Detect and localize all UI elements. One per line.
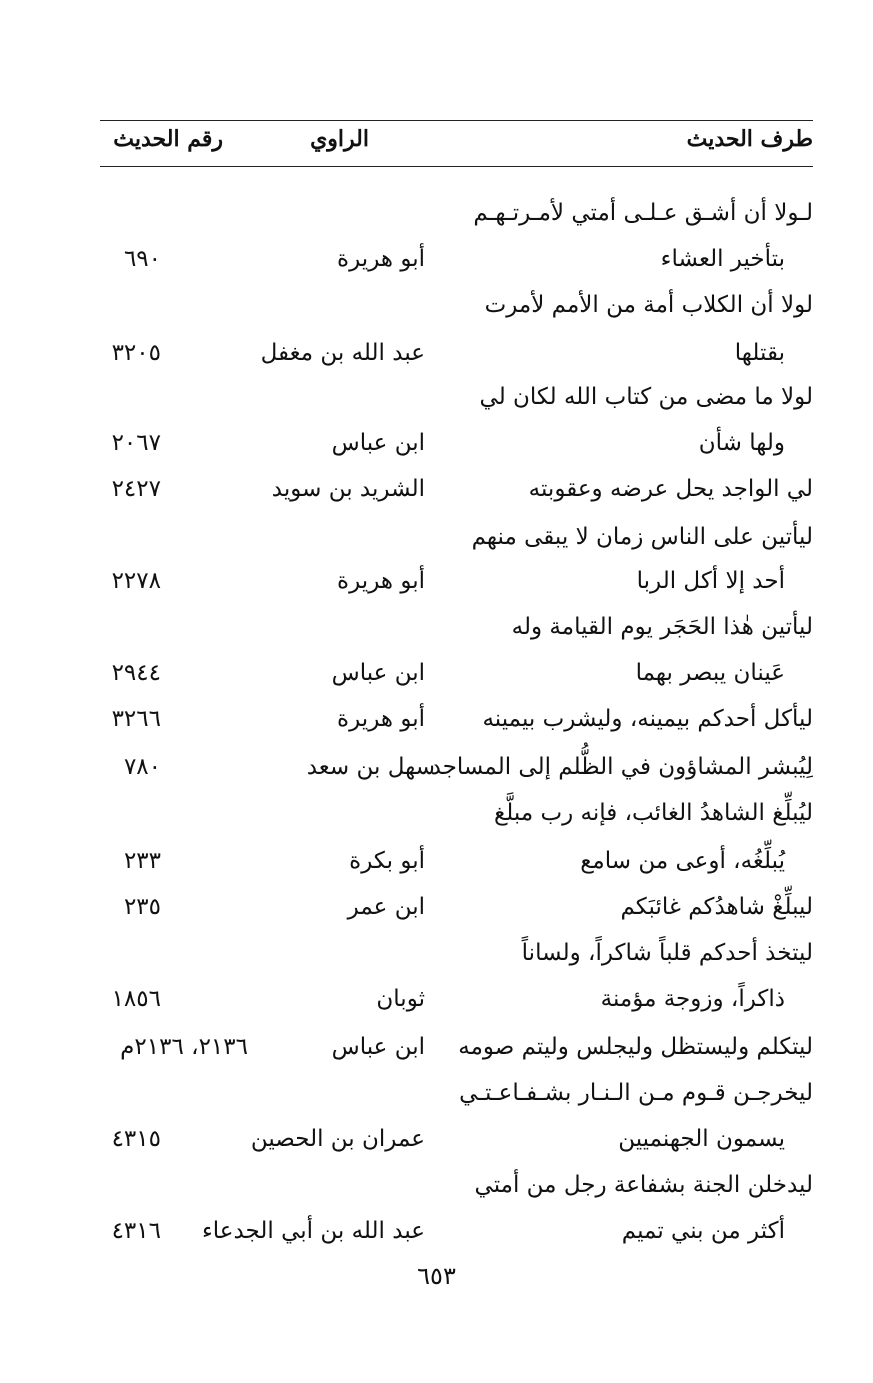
hadith-number: ٢٣٥	[123, 894, 161, 920]
hadith-number: ١٨٥٦	[111, 986, 161, 1012]
hadith-line: ليخرجـن قـوم مـن الـنـار بشـفـاعـتـي	[459, 1080, 813, 1106]
hadith-line: ليتخذ أحدكم قلباً شاكراً، ولساناً	[521, 940, 813, 966]
narrator: الشريد بن سويد	[271, 476, 425, 502]
narrator: أبو بكرة	[349, 848, 425, 874]
narrator: ابن عباس	[331, 660, 425, 686]
hadith-line: بقتلها	[734, 340, 785, 366]
narrator: سهل بن سعد	[306, 754, 435, 780]
narrator: ثوبان	[376, 986, 425, 1012]
hadith-number: ٢٤٢٧	[111, 476, 161, 502]
hadith-number: ٢٢٧٨	[111, 568, 161, 594]
narrator: عمران بن الحصين	[250, 1126, 425, 1152]
hadith-line: عَينان يبصر بهما	[635, 660, 785, 686]
hadith-line: ليدخلن الجنة بشفاعة رجل من أمتي	[474, 1172, 813, 1198]
narrator: ابن عباس	[331, 430, 425, 456]
hadith-number: ٦٩٠	[123, 246, 161, 272]
narrator: عبد الله بن أبي الجدعاء	[201, 1218, 425, 1244]
hadith-number: ٣٢٦٦	[111, 706, 161, 732]
narrator: ابن عمر	[347, 894, 425, 920]
hadith-number: ٣٢٠٥	[111, 340, 161, 366]
header-hadith: طرف الحديث	[686, 126, 813, 152]
hadith-number: ٢٩٤٤	[111, 660, 161, 686]
page-number: ٦٥٣	[417, 1262, 456, 1290]
hadith-line: ليُبلِّغ الشاهدُ الغائب، فإنه رب مبلَّغ	[494, 800, 813, 826]
hadith-number: ٤٣١٦	[111, 1218, 161, 1244]
hadith-line: يسمون الجهنميين	[618, 1126, 785, 1152]
hadith-line: ليأكل أحدكم بيمينه، وليشرب بيمينه	[482, 706, 813, 732]
header-rule	[100, 166, 813, 167]
header-number: رقم الحديث	[113, 126, 223, 152]
narrator: أبو هريرة	[337, 706, 425, 732]
hadith-line: ذاكراً، وزوجة مؤمنة	[600, 986, 785, 1012]
hadith-line: ليبلِّغْ شاهدُكم غائبَكم	[620, 894, 813, 920]
hadith-number: ٧٨٠	[123, 754, 161, 780]
hadith-line: ليتكلم وليستظل وليجلس وليتم صومه	[458, 1034, 813, 1060]
hadith-number: ٤٣١٥	[111, 1126, 161, 1152]
hadith-number: ٢١٣٦، ٢١٣٦م	[120, 1034, 248, 1060]
hadith-line: بتأخير العشاء	[660, 246, 785, 272]
hadith-number: ٢٠٦٧	[111, 430, 161, 456]
narrator: أبو هريرة	[337, 568, 425, 594]
narrator: عبد الله بن مغفل	[260, 340, 425, 366]
hadith-line: لولا أن الكلاب أمة من الأمم لأمرت	[484, 292, 813, 318]
hadith-line: ولها شأن	[698, 430, 785, 456]
top-rule	[100, 120, 813, 121]
hadith-number: ٢٣٣	[123, 848, 161, 874]
header-narrator: الراوي	[310, 126, 369, 152]
hadith-line: ليأتين على الناس زمان لا يبقى منهم	[471, 524, 813, 550]
hadith-line: ليأتين هٰذا الحَجَر يوم القيامة وله	[511, 614, 813, 640]
hadith-line: لِيُبشر المشاؤون في الظُّلم إلى المساجد	[430, 754, 813, 780]
hadith-line: أحد إلا أكل الربا	[636, 568, 785, 594]
narrator: أبو هريرة	[337, 246, 425, 272]
hadith-line: لولا ما مضى من كتاب الله لكان لي	[479, 384, 813, 410]
hadith-line: يُبلِّغُه، أوعى من سامع	[580, 848, 785, 874]
hadith-line: لـولا أن أشـق عـلـى أمتي لأمـرتـهـم	[473, 200, 813, 226]
hadith-line: أكثر من بني تميم	[621, 1218, 785, 1244]
hadith-line: لي الواجد يحل عرضه وعقوبته	[528, 476, 813, 502]
narrator: ابن عباس	[331, 1034, 425, 1060]
